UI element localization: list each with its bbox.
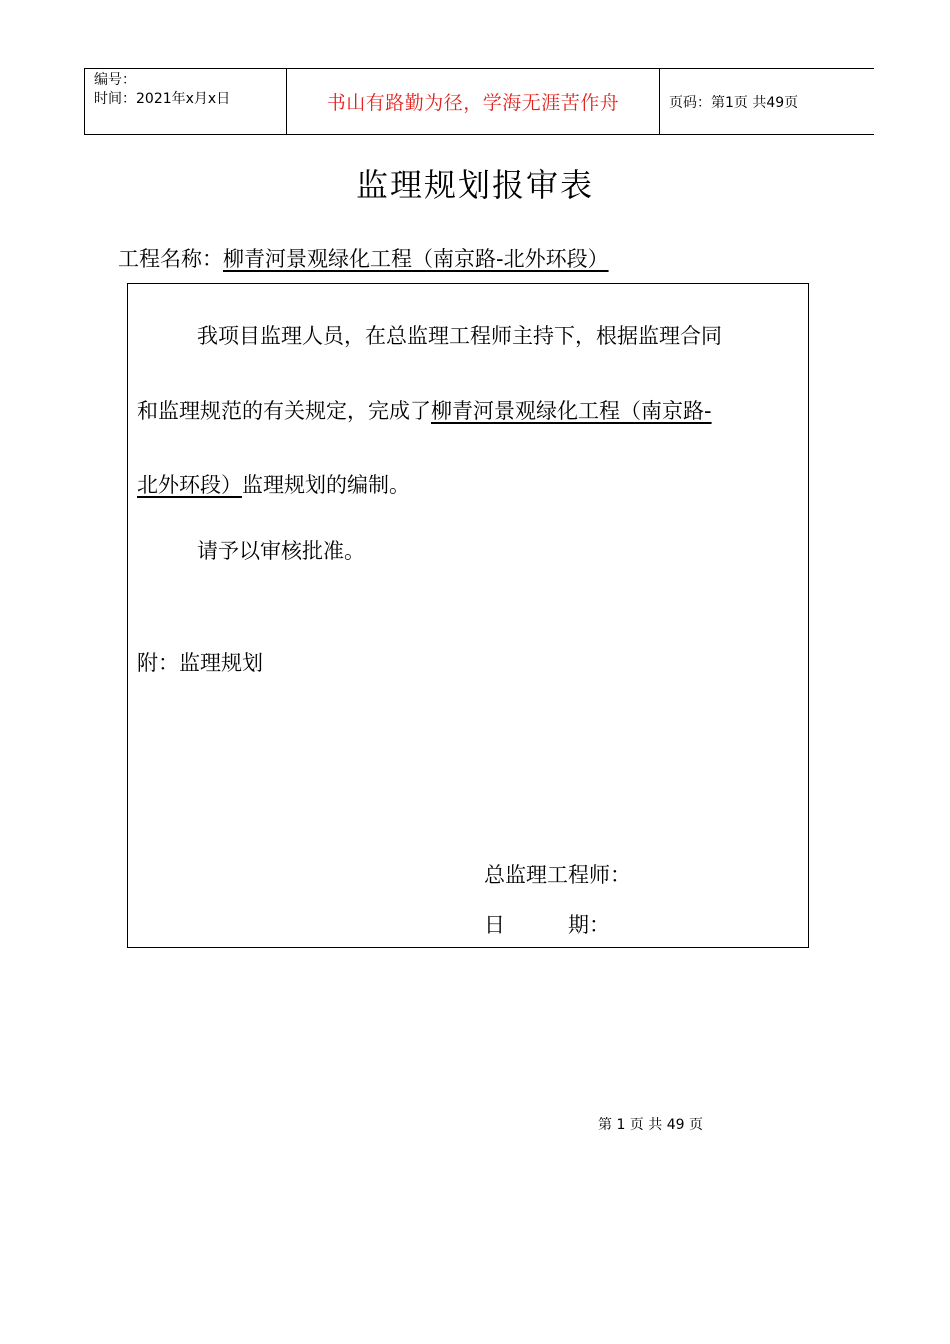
header-page-cell xyxy=(660,69,874,134)
body-line-2-prefix: 和监理规范的有关规定，完成了 xyxy=(137,399,431,423)
attachment-line: 附：监理规划 xyxy=(137,651,263,675)
body-line-3-project: 北外环段） xyxy=(137,473,242,497)
body-line-3-suffix: 监理规划的编制。 xyxy=(242,473,410,497)
form-title: 监理规划报审表 xyxy=(355,166,594,204)
header-table xyxy=(84,68,874,135)
approval-request: 请予以审核批准。 xyxy=(197,539,365,563)
body-line-2-project: 柳青河景观绿化工程（南京路- xyxy=(431,399,712,423)
motto-text: 书山有路勤为径，学海无涯苦作舟 xyxy=(326,92,620,114)
document-time: 时间：2021年x月x日 xyxy=(94,91,231,107)
header-page-info: 页码：第1页 共49页 xyxy=(669,94,799,111)
page-footer: 第 1 页 共 49 页 xyxy=(598,1117,703,1133)
body-line-2 xyxy=(137,395,802,425)
project-name-value: 柳青河景观绿化工程（南京路-北外环段） xyxy=(223,247,609,271)
chief-engineer-label: 总监理工程师： xyxy=(484,863,631,887)
form-body-box xyxy=(127,283,809,948)
body-line-1: 我项目监理人员，在总监理工程师主持下，根据监理合同 xyxy=(197,324,722,348)
document-number-label: 编号： xyxy=(94,72,136,88)
date-label: 日 期： xyxy=(484,913,610,937)
header-meta-cell xyxy=(85,69,287,134)
body-line-3 xyxy=(137,469,802,499)
project-name-label: 工程名称： xyxy=(118,247,223,271)
header-motto-cell xyxy=(287,69,660,134)
project-name-line xyxy=(118,243,609,273)
